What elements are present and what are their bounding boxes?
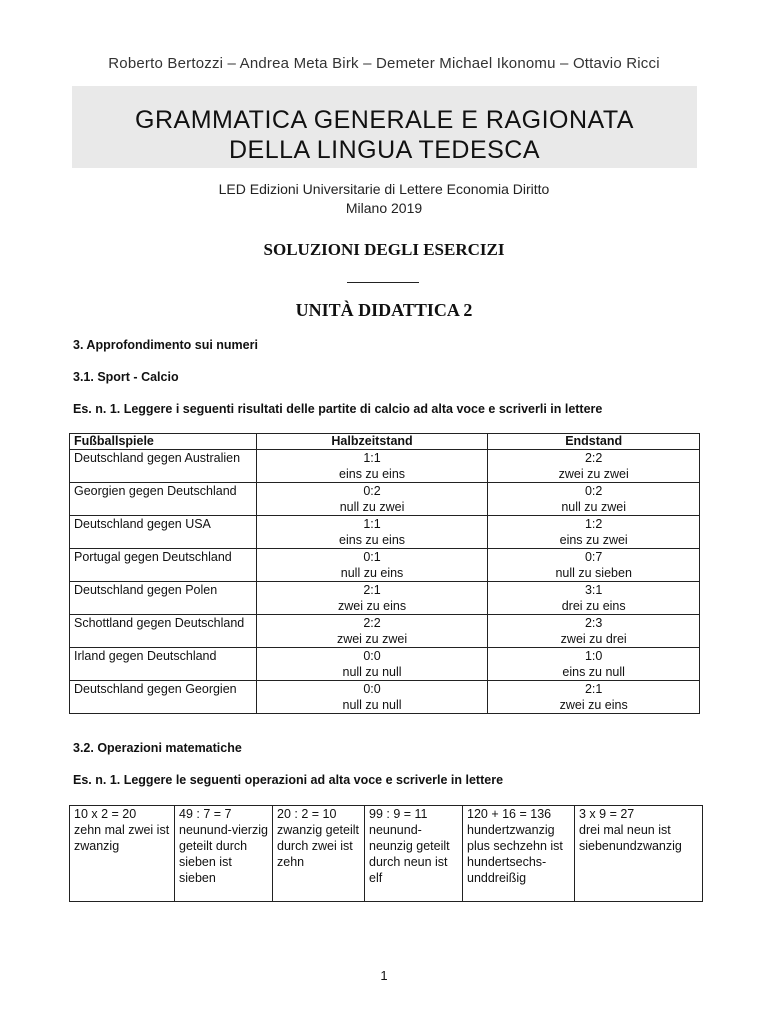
subsection-sport: 3.1. Sport - Calcio [73,370,179,384]
halftime-words: zwei zu eins [338,599,407,613]
match-name: Deutschland gegen Polen [70,582,257,615]
section-title: 3. Approfondimento sui numeri [73,338,258,352]
unit-heading: UNITÀ DIDATTICA 2 [295,300,473,320]
final-score: 2:2 [584,451,603,465]
table-row [70,516,700,549]
operation-cell [365,806,463,902]
operation-cell [175,806,273,902]
final-words: eins zu zwei [559,533,628,547]
operation-cell [70,806,175,902]
final-score: 1:2 [584,517,603,531]
halftime-cell [256,549,488,582]
operation-expression: 3 x 9 = 27 [579,807,635,821]
match-name: Deutschland gegen Georgien [70,681,257,714]
table-row [70,681,700,714]
table-row [70,549,700,582]
divider [347,282,419,283]
col-header-final: Endstand [488,434,700,450]
final-score: 0:7 [584,550,603,564]
table-row [70,483,700,516]
book-title-line-1: GRAMMATICA GENERALE E RAGIONATA [135,106,634,134]
halftime-cell [256,483,488,516]
table-header-row [70,434,700,450]
final-cell [488,615,700,648]
halftime-score: 1:1 [363,517,381,531]
scores-table [69,433,700,714]
operation-cell [575,806,703,902]
match-name: Deutschland gegen Australien [70,450,257,483]
match-name: Deutschland gegen USA [70,516,257,549]
final-words: drei zu eins [561,599,626,613]
halftime-words: null zu null [342,698,402,712]
halftime-cell [256,615,488,648]
table-row [70,450,700,483]
final-words: zwei zu eins [559,698,628,712]
operation-expression: 49 : 7 = 7 [179,807,232,821]
publisher: LED Edizioni Universitarie di Lettere Economia Diritto [218,181,550,197]
operation-words: zehn mal zwei ist zwanzig [74,823,170,853]
table-row [70,648,700,681]
halftime-score: 2:2 [363,616,381,630]
page-number: 1 [380,968,388,983]
operation-words: neunund-neunzig geteilt durch neun ist elf [369,823,450,885]
exercise-1-instruction: Es. n. 1. Leggere i seguenti risultati delle partite di calcio ad alta voce e scriverli in lettere [73,402,603,416]
halftime-score: 2:1 [363,583,381,597]
final-cell [488,648,700,681]
final-score: 1:0 [584,649,603,663]
halftime-score: 0:0 [363,649,381,663]
halftime-cell [256,648,488,681]
operation-cell [273,806,365,902]
match-name: Schottland gegen Deutschland [70,615,257,648]
place-year: Milano 2019 [345,200,423,216]
halftime-cell [256,681,488,714]
subsection-math: 3.2. Operazioni matematiche [73,741,242,755]
authors-line: Roberto Bertozzi – Andrea Meta Birk – Demeter Michael Ikonomu – Ottavio Ricci [108,55,660,72]
final-words: eins zu null [562,665,625,679]
operations-table [69,805,703,902]
halftime-cell [256,450,488,483]
final-score: 2:1 [584,682,603,696]
match-name: Georgien gegen Deutschland [70,483,257,516]
halftime-score: 0:2 [363,484,381,498]
halftime-cell [256,582,488,615]
exercise-2-instruction: Es. n. 1. Leggere le seguenti operazioni ad alta voce e scriverle in lettere [73,773,504,787]
title-box [72,86,697,168]
halftime-score: 0:0 [363,682,381,696]
final-cell [488,516,700,549]
operation-expression: 20 : 2 = 10 [277,807,337,821]
operation-words: drei mal neun ist siebenundzwanzig [579,823,682,853]
match-name: Portugal gegen Deutschland [70,549,257,582]
table-row [70,615,700,648]
halftime-score: 1:1 [363,451,381,465]
final-score: 2:3 [584,616,603,630]
table-row [70,582,700,615]
operation-words: zwanzig geteilt durch zwei ist zehn [277,823,359,869]
publisher-block [0,180,768,218]
operation-expression: 120 + 16 = 136 [467,807,552,821]
operation-expression: 99 : 9 = 11 [369,807,428,821]
col-header-halftime: Halbzeitstand [256,434,488,450]
final-cell [488,549,700,582]
operation-cell [463,806,575,902]
operation-expression: 10 x 2 = 20 [74,807,137,821]
book-title-line-2: DELLA LINGUA TEDESCA [228,136,541,164]
final-cell [488,483,700,516]
match-name: Irland gegen Deutschland [70,648,257,681]
halftime-words: null zu eins [340,566,404,580]
halftime-cell [256,516,488,549]
operations-row [70,806,703,902]
halftime-words: zwei zu zwei [336,632,408,646]
operation-words: neunund-vierzig geteilt durch sieben ist sieben [179,823,268,885]
halftime-words: null zu null [342,665,402,679]
final-cell [488,681,700,714]
final-cell [488,450,700,483]
final-score: 3:1 [584,583,603,597]
final-cell [488,582,700,615]
solutions-heading: SOLUZIONI DEGLI ESERCIZI [263,240,505,259]
halftime-words: eins zu eins [339,533,406,547]
halftime-words: eins zu eins [339,467,406,481]
halftime-words: null zu zwei [339,500,405,514]
final-words: null zu sieben [555,566,632,580]
operation-words: hundertzwanzig plus sechzehn ist hundertsechs-unddreißig [467,823,563,885]
final-words: zwei zu drei [560,632,627,646]
final-words: zwei zu zwei [558,467,629,481]
col-header-matches: Fußballspiele [70,434,257,450]
halftime-score: 0:1 [363,550,381,564]
final-score: 0:2 [584,484,603,498]
final-words: null zu zwei [561,500,626,514]
